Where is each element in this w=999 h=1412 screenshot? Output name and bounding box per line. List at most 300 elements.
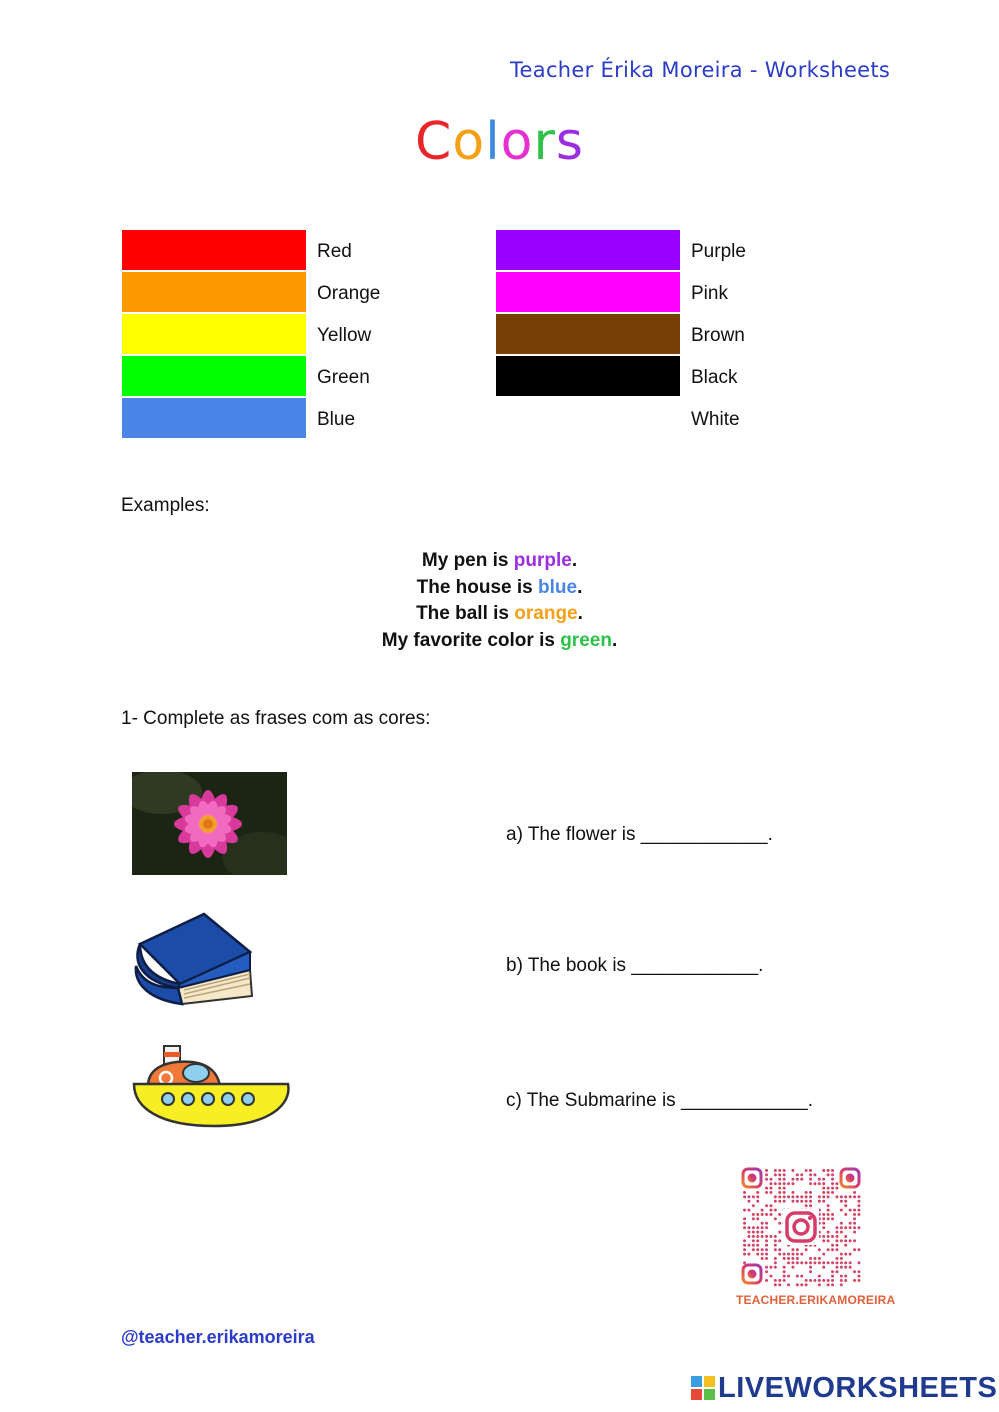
qr-dot [822, 1200, 825, 1203]
qr-dot [743, 1222, 746, 1225]
qr-dot [813, 1261, 816, 1264]
qr-dot [761, 1226, 764, 1229]
qr-dot [752, 1195, 755, 1198]
flower-image [132, 772, 287, 875]
qr-dot [791, 1266, 794, 1269]
qr-dot [761, 1248, 764, 1251]
qr-dot [765, 1279, 768, 1282]
qr-dot [813, 1182, 816, 1185]
title-letter: s [555, 112, 584, 172]
example-color-word: blue [538, 576, 578, 598]
qr-dot [743, 1226, 746, 1229]
qr-dot [822, 1169, 825, 1172]
qr-dot [769, 1187, 772, 1190]
color-swatch-pink [496, 272, 680, 312]
qr-dot [849, 1239, 852, 1242]
qr-dot [752, 1204, 755, 1207]
qr-dot [831, 1182, 834, 1185]
qr-dot [857, 1213, 860, 1216]
qr-dot [844, 1244, 847, 1247]
qr-dot [844, 1239, 847, 1242]
qr-dot [844, 1204, 847, 1207]
qr-dot [818, 1257, 821, 1260]
qr-dot [849, 1261, 852, 1264]
qr-dot [835, 1266, 838, 1269]
examples-label: Examples: [121, 495, 210, 516]
qr-dot [809, 1279, 812, 1282]
qr-dot [765, 1257, 768, 1260]
qr-dot [752, 1239, 755, 1242]
qr-dot [827, 1213, 830, 1216]
qr-dot [774, 1169, 777, 1172]
qr-dot [743, 1261, 746, 1264]
qr-dot [849, 1195, 852, 1198]
example-punct: . [611, 629, 618, 651]
qr-dot [835, 1231, 838, 1234]
qr-dot [809, 1169, 812, 1172]
color-label: Blue [317, 409, 356, 430]
qr-dot [809, 1173, 812, 1176]
example-sentence [0, 601, 999, 628]
qr-dot [783, 1257, 786, 1260]
qr-dot [791, 1261, 794, 1264]
qr-dot [818, 1178, 821, 1181]
qr-dot [761, 1222, 764, 1225]
qr-dot [756, 1213, 759, 1216]
qr-dot [787, 1253, 790, 1256]
example-sentence [0, 575, 999, 602]
qr-dot [813, 1257, 816, 1260]
example-color-word: green [560, 629, 612, 651]
example-punct: . [571, 550, 578, 571]
qr-dot [805, 1283, 808, 1286]
page-title [0, 112, 999, 172]
qr-dot [822, 1178, 825, 1181]
qr-dot [840, 1257, 843, 1260]
qr-dot [761, 1231, 764, 1234]
qr-caption: TEACHER.ERIKAMOREIRA [736, 1293, 896, 1307]
qr-dot [778, 1239, 781, 1242]
qr-dot [835, 1235, 838, 1238]
qr-dot [783, 1173, 786, 1176]
qr-dot [813, 1279, 816, 1282]
qr-dot [857, 1270, 860, 1273]
qr-dot [796, 1257, 799, 1260]
qr-dot [853, 1209, 856, 1212]
qr-dot [818, 1279, 821, 1282]
qr-dot [818, 1182, 821, 1185]
qr-dot [822, 1253, 825, 1256]
qr-dot [831, 1270, 834, 1273]
qr-dot [774, 1182, 777, 1185]
qr-dot [822, 1235, 825, 1238]
qr-dot [805, 1169, 808, 1172]
qr-dot [747, 1235, 750, 1238]
qr-dot [835, 1195, 838, 1198]
qr-dot [752, 1217, 755, 1220]
qr-dot [743, 1239, 746, 1242]
qr-dot [822, 1266, 825, 1269]
qr-dot [765, 1187, 768, 1190]
qr-dot [743, 1195, 746, 1198]
qr-dot [857, 1195, 860, 1198]
qr-dot [756, 1191, 759, 1194]
qr-dot [783, 1279, 786, 1282]
qr-dot [840, 1200, 843, 1203]
color-label: Green [317, 367, 370, 388]
qr-dot [800, 1275, 803, 1278]
qr-dot [853, 1279, 856, 1282]
example-text: The house is [416, 576, 539, 598]
qr-dot [796, 1195, 799, 1198]
qr-dot [787, 1261, 790, 1264]
qr-dot [805, 1204, 808, 1207]
qr-dot [805, 1248, 808, 1251]
qr-dot [756, 1195, 759, 1198]
qr-dot [743, 1253, 746, 1256]
qr-dot [783, 1195, 786, 1198]
qr-dot [800, 1253, 803, 1256]
qr-dot [787, 1283, 790, 1286]
qr-dot [849, 1209, 852, 1212]
qr-dot [844, 1213, 847, 1216]
qr-dot [796, 1200, 799, 1203]
qr-dot [774, 1266, 777, 1269]
qr-dot [853, 1213, 856, 1216]
qr-dot [774, 1200, 777, 1203]
qr-dot [818, 1248, 821, 1251]
qr-dot [787, 1182, 790, 1185]
qr-dot [840, 1226, 843, 1229]
qr-dot [853, 1222, 856, 1225]
qr-dot [796, 1173, 799, 1176]
qr-dot [831, 1213, 834, 1216]
qr-dot [857, 1248, 860, 1251]
qr-dot [756, 1226, 759, 1229]
qr-dot [844, 1261, 847, 1264]
qr-dot [805, 1200, 808, 1203]
qr-dot [747, 1226, 750, 1229]
instagram-qr-code [740, 1166, 862, 1288]
qr-dot [831, 1244, 834, 1247]
example-sentence [0, 548, 999, 575]
qr-dot [857, 1204, 860, 1207]
qr-dot [783, 1266, 786, 1269]
title-letter: C [415, 112, 453, 172]
qr-dot [857, 1261, 860, 1264]
qr-dot [783, 1275, 786, 1278]
qr-dot [756, 1239, 759, 1242]
qr-dot [831, 1261, 834, 1264]
qr-dot [774, 1239, 777, 1242]
qr-dot [774, 1248, 777, 1251]
qr-dot [787, 1275, 790, 1278]
qr-dot [765, 1213, 768, 1216]
qr-dot [752, 1226, 755, 1229]
qr-dot [849, 1266, 852, 1269]
qr-dot [805, 1279, 808, 1282]
qr-dot [778, 1191, 781, 1194]
qr-dot [840, 1275, 843, 1278]
qr-dot [765, 1222, 768, 1225]
qr-dot [818, 1261, 821, 1264]
qr-dot [831, 1283, 834, 1286]
qr-dot [765, 1253, 768, 1256]
submarine-image [130, 1044, 294, 1130]
color-swatch-brown [496, 314, 680, 354]
qr-dot [796, 1178, 799, 1181]
qr-dot [822, 1279, 825, 1282]
qr-dot [769, 1191, 772, 1194]
qr-dot [809, 1266, 812, 1269]
qr-dot [765, 1173, 768, 1176]
qr-dot [822, 1213, 825, 1216]
qr-dot [853, 1195, 856, 1198]
qr-dot [809, 1270, 812, 1273]
qr-dot [778, 1253, 781, 1256]
qr-dot [747, 1253, 750, 1256]
qr-dot [800, 1261, 803, 1264]
qr-dot [774, 1261, 777, 1264]
example-color-word: orange [514, 603, 578, 624]
qr-dot [783, 1270, 786, 1273]
qr-dot [796, 1261, 799, 1264]
qr-dot [769, 1182, 772, 1185]
qr-dot [778, 1248, 781, 1251]
color-swatch-blue [122, 398, 306, 438]
qr-dot [809, 1200, 812, 1203]
qr-dot [857, 1275, 860, 1278]
qr-dot [844, 1253, 847, 1256]
qr-dot [853, 1270, 856, 1273]
color-label: Black [691, 367, 738, 388]
qr-dot [822, 1226, 825, 1229]
qr-dot [822, 1195, 825, 1198]
qr-dot [827, 1191, 830, 1194]
qr-dot [800, 1283, 803, 1286]
qr-dot [844, 1200, 847, 1203]
qr-dot [840, 1222, 843, 1225]
qr-dot [844, 1279, 847, 1282]
color-label: Purple [691, 241, 746, 262]
qr-dot [809, 1261, 812, 1264]
examples-list [0, 548, 999, 654]
qr-dot [765, 1266, 768, 1269]
qr-dot [844, 1235, 847, 1238]
qr-dot [835, 1182, 838, 1185]
liveworksheets-brand[interactable]: LIVEWORKSHEETS [718, 1372, 998, 1404]
qr-dot [778, 1200, 781, 1203]
qr-dot [844, 1195, 847, 1198]
qr-dot [857, 1209, 860, 1212]
qr-dot [765, 1226, 768, 1229]
qr-dot [796, 1248, 799, 1251]
qr-dot [743, 1244, 746, 1247]
qr-dot [743, 1191, 746, 1194]
color-swatch-green [122, 356, 306, 396]
qr-dot [761, 1235, 764, 1238]
qr-dot [769, 1235, 772, 1238]
color-swatch-purple [496, 230, 680, 270]
qr-dot [853, 1248, 856, 1251]
qr-dot [769, 1178, 772, 1181]
qr-dot [756, 1248, 759, 1251]
qr-dot [778, 1231, 781, 1234]
qr-dot [783, 1178, 786, 1181]
qr-dot [791, 1169, 794, 1172]
example-punct: . [577, 576, 583, 598]
book-image [132, 910, 256, 1006]
qr-dot [809, 1195, 812, 1198]
exercise-item-c: c) The Submarine is ____________. [506, 1090, 814, 1111]
qr-dot [743, 1209, 746, 1212]
qr-dot [805, 1191, 808, 1194]
qr-dot [818, 1283, 821, 1286]
qr-dot [853, 1191, 856, 1194]
qr-dot [747, 1200, 750, 1203]
qr-dot [827, 1217, 830, 1220]
qr-dot [791, 1182, 794, 1185]
qr-dot [857, 1279, 860, 1282]
qr-dot [800, 1178, 803, 1181]
qr-dot [818, 1275, 821, 1278]
example-text: The ball is [416, 603, 515, 624]
qr-dot [822, 1217, 825, 1220]
qr-dot [747, 1244, 750, 1247]
qr-dot [778, 1222, 781, 1225]
color-swatch-white [496, 398, 680, 438]
qr-dot [827, 1261, 830, 1264]
qr-dot [791, 1178, 794, 1181]
qr-dot [853, 1217, 856, 1220]
qr-dot [756, 1200, 759, 1203]
qr-dot [756, 1235, 759, 1238]
qr-dot [840, 1195, 843, 1198]
qr-dot [831, 1191, 834, 1194]
qr-dot [787, 1257, 790, 1260]
qr-dot [827, 1239, 830, 1242]
qr-dot [835, 1248, 838, 1251]
qr-dot [756, 1231, 759, 1234]
qr-dot [840, 1239, 843, 1242]
qr-dot [752, 1244, 755, 1247]
color-swatch-yellow [122, 314, 306, 354]
qr-dot [791, 1253, 794, 1256]
qr-dot [778, 1187, 781, 1190]
qr-dot [827, 1204, 830, 1207]
qr-dot [835, 1244, 838, 1247]
title-letter: l [485, 112, 501, 172]
qr-dot [840, 1279, 843, 1282]
qr-dot [778, 1173, 781, 1176]
qr-dot [765, 1248, 768, 1251]
qr-dot [835, 1187, 838, 1190]
qr-dot [791, 1200, 794, 1203]
color-swatch-black [496, 356, 680, 396]
qr-dot [774, 1217, 777, 1220]
qr-dot [774, 1209, 777, 1212]
qr-dot [778, 1182, 781, 1185]
qr-dot [743, 1248, 746, 1251]
color-swatch-red [122, 230, 306, 270]
qr-dot [835, 1239, 838, 1242]
liveworksheets-logo-icon [691, 1376, 715, 1405]
qr-dot [840, 1209, 843, 1212]
qr-dot [840, 1261, 843, 1264]
qr-dot [835, 1226, 838, 1229]
qr-dot [831, 1279, 834, 1282]
qr-dot [827, 1187, 830, 1190]
qr-dot [831, 1169, 834, 1172]
exercise-instruction: 1- Complete as frases com as cores: [121, 708, 431, 729]
qr-dot [765, 1178, 768, 1181]
qr-dot [800, 1195, 803, 1198]
qr-dot [800, 1173, 803, 1176]
qr-dot [761, 1213, 764, 1216]
qr-dot [849, 1226, 852, 1229]
qr-dot [822, 1191, 825, 1194]
qr-dot [813, 1173, 816, 1176]
qr-dot [761, 1253, 764, 1256]
example-color-word: purple [513, 550, 572, 571]
qr-dot [796, 1283, 799, 1286]
qr-dot [822, 1222, 825, 1225]
qr-dot [774, 1279, 777, 1282]
color-swatch-orange [122, 272, 306, 312]
qr-dot [849, 1253, 852, 1256]
qr-dot [827, 1195, 830, 1198]
exercise-item-b: b) The book is ____________. [506, 955, 764, 976]
qr-dot [765, 1270, 768, 1273]
qr-dot [831, 1217, 834, 1220]
color-label: Orange [317, 283, 381, 304]
qr-dot [778, 1213, 781, 1216]
qr-dot [752, 1248, 755, 1251]
example-sentence [0, 628, 999, 655]
qr-dot [831, 1235, 834, 1238]
qr-dot [844, 1275, 847, 1278]
qr-dot [747, 1209, 750, 1212]
qr-dot [778, 1178, 781, 1181]
qr-dot [835, 1270, 838, 1273]
qr-dot [761, 1257, 764, 1260]
qr-dot [756, 1244, 759, 1247]
qr-dot [783, 1182, 786, 1185]
qr-dot [765, 1235, 768, 1238]
qr-dot [827, 1173, 830, 1176]
qr-dot [778, 1279, 781, 1282]
qr-dot [791, 1248, 794, 1251]
qr-dot [827, 1231, 830, 1234]
qr-dot [831, 1178, 834, 1181]
qr-dot [840, 1283, 843, 1286]
worksheet-header: Teacher Érika Moreira - Worksheets [510, 58, 891, 82]
qr-dot [822, 1239, 825, 1242]
qr-dot [831, 1173, 834, 1176]
qr-dot [769, 1204, 772, 1207]
qr-dot [769, 1213, 772, 1216]
qr-dot [765, 1239, 768, 1242]
qr-dot [805, 1261, 808, 1264]
color-label: Red [317, 241, 352, 262]
qr-dot [765, 1191, 768, 1194]
color-label: Yellow [317, 325, 372, 346]
qr-dot [765, 1169, 768, 1172]
qr-dot [849, 1222, 852, 1225]
exercise-item-a: a) The flower is ____________. [506, 824, 773, 845]
qr-dot [844, 1226, 847, 1229]
qr-dot [783, 1191, 786, 1194]
